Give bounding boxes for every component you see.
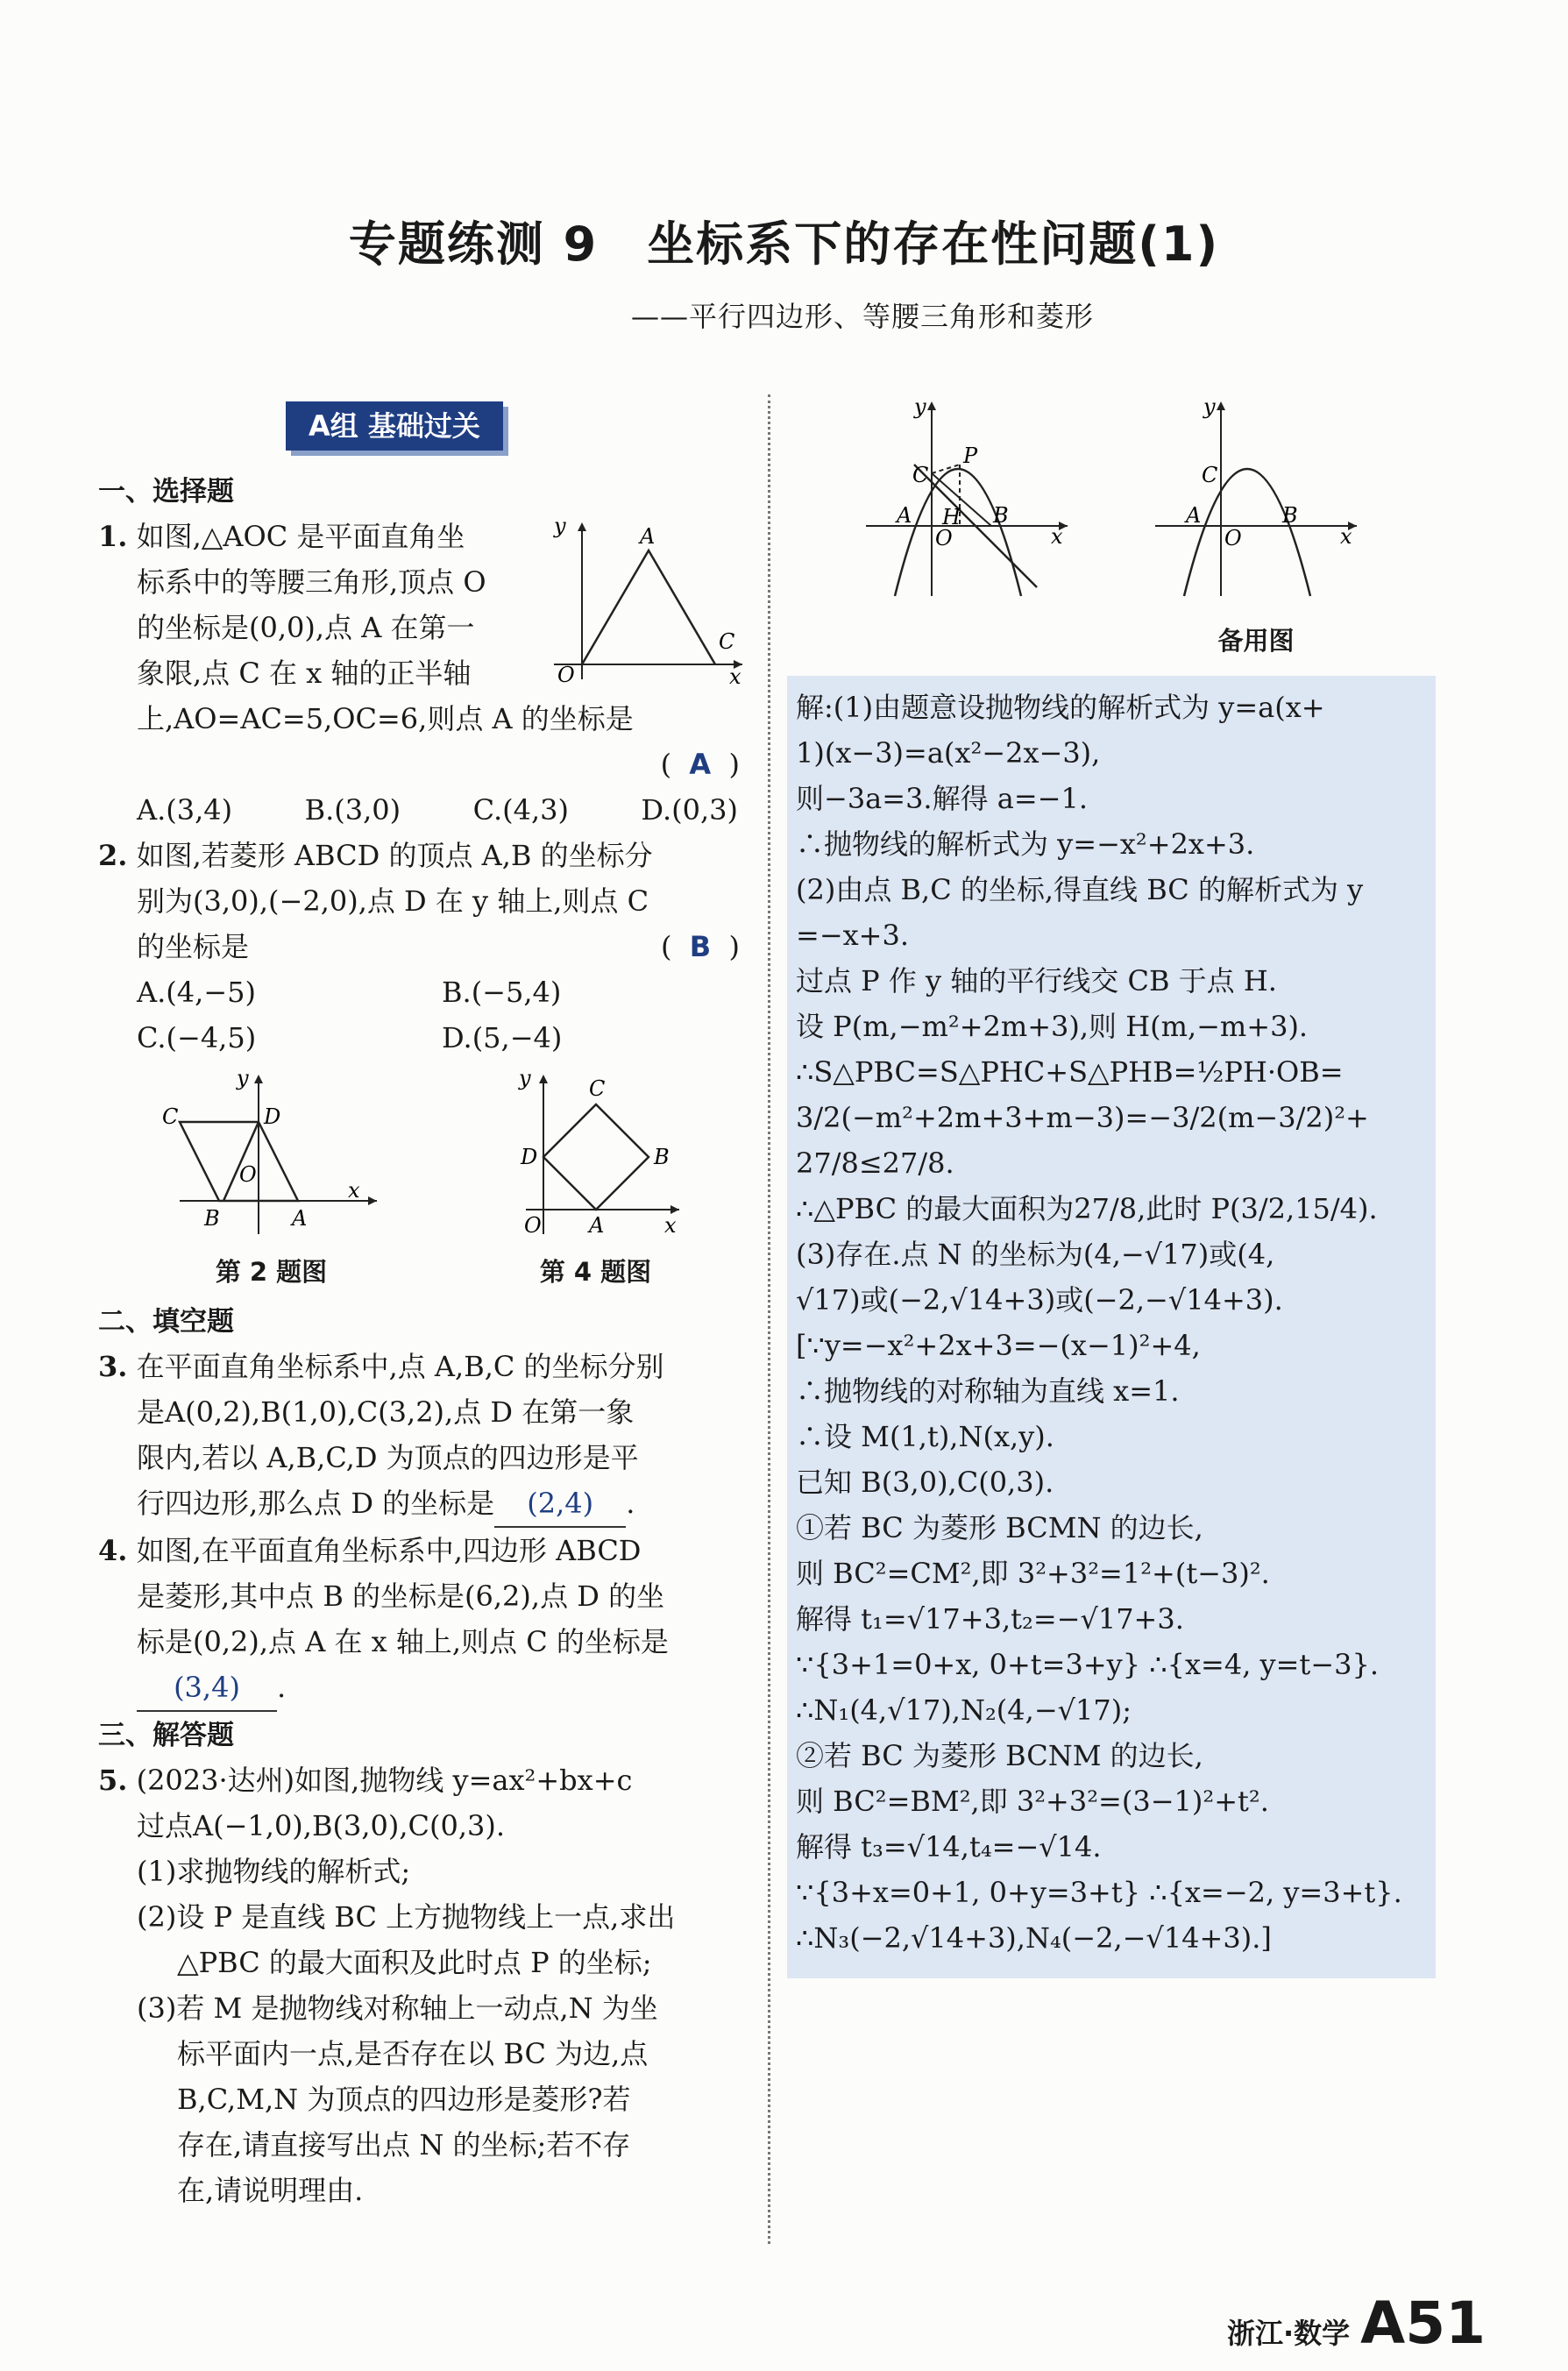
- solution-line: 解:(1)由题意设抛物线的解析式为 y=a(x+: [796, 691, 1325, 724]
- solution-line: 则 BC²=CM²,即 3²+3²=1²+(t−3)².: [796, 1557, 1270, 1590]
- question-part: △PBC 的最大面积及此时点 P 的坐标;: [177, 1946, 652, 1979]
- solution-line: 则 BC²=BM²,即 3²+3²=(3−1)²+t².: [796, 1785, 1269, 1818]
- answer-options: [98, 969, 747, 1015]
- answer-blank: (2,4): [494, 1480, 626, 1528]
- svg-text:y: y: [914, 394, 926, 419]
- question-part: 存在,请直接写出点 N 的坐标;若不存: [177, 2128, 631, 2162]
- question-4: 4. 如图,在平面直角坐标系中,四边形 ABCD 是菱形,其中点 B 的坐标是(6,2),点 D 的坐 标是(0,2),点 A 在 x 轴上,则点 C 的坐标是 (3,4) .: [98, 1528, 747, 1712]
- rhombus-abcd-figure: [508, 1069, 684, 1236]
- rhombus-abcd-figure: [162, 1069, 381, 1236]
- svg-text:y: y: [518, 1069, 531, 1090]
- svg-text:C: C: [161, 1104, 178, 1129]
- solution-line: ∴△PBC 的最大面积为27/8,此时 P(3/2,15/4).: [796, 1192, 1378, 1225]
- svg-text:O: O: [557, 663, 575, 684]
- question-number: 3.: [98, 1350, 128, 1383]
- answer-bracket: ( A ): [660, 748, 740, 781]
- group-banner: A组 基础过关: [286, 401, 503, 451]
- solution-line: (3)存在.点 N 的坐标为(4,−√17)或(4,: [796, 1238, 1275, 1271]
- answer-choice: A: [689, 748, 712, 781]
- question-number: 4.: [98, 1534, 128, 1567]
- right-column: [787, 394, 1436, 1978]
- svg-text:O: O: [523, 1213, 542, 1236]
- answer-options: [98, 1015, 747, 1061]
- solution-line: √17)或(−2,√14+3)或(−2,−√14+3).: [796, 1283, 1283, 1317]
- question-part: B,C,M,N 为顶点的四边形是菱形?若: [177, 2083, 631, 2116]
- svg-text:P: P: [963, 444, 978, 468]
- question-text: 行四边形,那么点 D 的坐标是: [137, 1487, 495, 1520]
- question-text: 如图,△AOC 是平面直角坐: [136, 520, 465, 553]
- solution-line: =−x+3.: [796, 919, 910, 952]
- question-part: 标平面内一点,是否存在以 BC 为边,点: [177, 2037, 649, 2070]
- solution-line: 1)(x−3)=a(x²−2x−3),: [796, 736, 1101, 770]
- question-text: 如图,若菱形 ABCD 的顶点 A,B 的坐标分: [136, 839, 653, 872]
- svg-text:C: C: [1202, 463, 1218, 487]
- section-heading-choice: 一、选择题: [98, 476, 234, 508]
- svg-text:y: y: [236, 1069, 249, 1090]
- svg-text:x: x: [663, 1213, 677, 1236]
- svg-text:C: C: [588, 1076, 605, 1101]
- question-text: 的坐标是(0,0),点 A 在第一: [137, 611, 475, 644]
- solution-line: [∵y=−x²+2x+3=−(x−1)²+4,: [796, 1329, 1201, 1362]
- question-3: 3. 在平面直角坐标系中,点 A,B,C 的坐标分别 是A(0,2),B(1,0),C(3,2),点 D 在第一象 限内,若以 A,B,C,D 为顶点的四边形是平 行四边形,那么点 D 的坐标是 (2,4) .: [98, 1344, 747, 1528]
- svg-text:H: H: [942, 505, 961, 529]
- option-c: C.(4,3): [472, 793, 569, 827]
- option-d: D.(5,−4): [442, 1021, 563, 1054]
- solution-line: 解得 t₃=√14,t₄=−√14.: [796, 1830, 1102, 1863]
- question-text: 象限,点 C 在 x 轴的正半轴: [137, 657, 472, 690]
- answer-options: [98, 787, 747, 833]
- question-text: 别为(3,0),(−2,0),点 D 在 y 轴上,则点 C: [137, 884, 649, 918]
- footer-subject: 浙江·数学: [1227, 2317, 1351, 2350]
- svg-text:x: x: [1340, 524, 1352, 549]
- question-text: 标是(0,2),点 A 在 x 轴上,则点 C 的坐标是: [137, 1625, 669, 1658]
- question-5: [98, 1757, 747, 2213]
- svg-text:C: C: [719, 629, 735, 654]
- svg-text:B: B: [1282, 503, 1298, 528]
- question-part: (1)求抛物线的解析式;: [137, 1855, 411, 1888]
- option-c: C.(−4,5): [137, 1021, 257, 1054]
- svg-text:y: y: [1203, 394, 1216, 419]
- section-heading-fill: 二、填空题: [98, 1306, 234, 1338]
- question-part: (3)若 M 是抛物线对称轴上一动点,N 为坐: [137, 1991, 658, 2025]
- solution-line: 3/2(−m²+2m+3+m−3)=−3/2(m−3/2)²+: [796, 1101, 1369, 1134]
- solution-line: (2)由点 B,C 的坐标,得直线 BC 的解析式为 y: [796, 873, 1364, 906]
- solution-line: ∴N₃(−2,√14+3),N₄(−2,−√14+3).]: [796, 1921, 1272, 1955]
- left-column: [98, 394, 747, 2213]
- svg-text:C: C: [912, 463, 929, 487]
- answer-bracket: ( B ): [660, 930, 740, 963]
- svg-text:A: A: [897, 503, 912, 528]
- question-text: 如图,在平面直角坐标系中,四边形 ABCD: [136, 1534, 642, 1567]
- question-part: (2)设 P 是直线 BC 上方抛物线上一点,求出: [137, 1900, 676, 1934]
- svg-text:O: O: [935, 526, 953, 550]
- option-a: A.(3,4): [137, 793, 233, 827]
- solution-line: ∵{3+x=0+1, 0+y=3+t} ∴{x=−2, y=3+t}.: [796, 1876, 1402, 1909]
- question-1: [98, 514, 747, 833]
- figure-caption: 第 2 题图: [215, 1257, 328, 1287]
- solution-line: ∴设 M(1,t),N(x,y).: [796, 1420, 1054, 1453]
- question-2: [98, 833, 747, 1061]
- question-text: 的坐标是: [137, 930, 250, 963]
- solution-box: [787, 676, 1436, 1978]
- figure-caption: 备用图: [1217, 626, 1295, 656]
- question-text: 过点A(−1,0),B(3,0),C(0,3).: [137, 1809, 506, 1842]
- page-number: A51: [1360, 2289, 1486, 2357]
- solution-line: 过点 P 作 y 轴的平行线交 CB 于点 H.: [796, 964, 1277, 997]
- solution-line: ∴抛物线的对称轴为直线 x=1.: [796, 1374, 1180, 1408]
- section-heading-solve: 三、解答题: [98, 1720, 234, 1751]
- figure-2: [162, 1069, 381, 1295]
- figures-row: [98, 1069, 747, 1295]
- answer-choice: B: [689, 930, 712, 963]
- question-text: (2023·达州)如图,抛物线 y=ax²+bx+c: [136, 1764, 633, 1797]
- question-text: 上,AO=AC=5,OC=6,则点 A 的坐标是: [137, 702, 634, 735]
- solution-line: 则−3a=3.解得 a=−1.: [796, 782, 1089, 815]
- svg-text:B: B: [993, 503, 1009, 528]
- column-divider: [768, 394, 770, 2244]
- question-1-figure: [545, 517, 747, 684]
- answer-blank: (3,4): [137, 1665, 277, 1712]
- question-number: 2.: [98, 839, 128, 872]
- option-d: D.(0,3): [641, 793, 738, 827]
- page-title: 专题练测 9 坐标系下的存在性问题(1): [348, 217, 1220, 272]
- solution-line: 已知 B(3,0),C(0,3).: [796, 1466, 1054, 1499]
- svg-text:O: O: [238, 1162, 257, 1187]
- figure-caption: 第 4 题图: [539, 1257, 652, 1287]
- svg-text:D: D: [263, 1104, 280, 1129]
- parabola-spare-figure: [1151, 394, 1361, 605]
- question-number: 5.: [98, 1764, 128, 1797]
- solution-line: ∴抛物线的解析式为 y=−x²+2x+3.: [796, 827, 1255, 861]
- svg-text:A: A: [1186, 503, 1202, 528]
- svg-text:x: x: [729, 664, 741, 684]
- page-footer: [1227, 2289, 1486, 2357]
- question-part: 在,请说明理由.: [177, 2174, 364, 2207]
- question-text: 标系中的等腰三角形,顶点 O: [137, 565, 486, 599]
- spare-figure: [1151, 394, 1361, 664]
- svg-text:A: A: [640, 524, 656, 549]
- question-text: 限内,若以 A,B,C,D 为顶点的四边形是平: [137, 1441, 639, 1474]
- svg-text:B: B: [203, 1206, 220, 1231]
- svg-text:A: A: [588, 1213, 604, 1236]
- svg-text:A: A: [291, 1206, 307, 1231]
- svg-text:y: y: [554, 517, 566, 538]
- question-number: 1.: [98, 520, 128, 553]
- question-text: 在平面直角坐标系中,点 A,B,C 的坐标分别: [136, 1350, 664, 1383]
- solution-line: 设 P(m,−m²+2m+3),则 H(m,−m+3).: [796, 1010, 1309, 1043]
- svg-text:O: O: [1224, 526, 1242, 550]
- svg-text:D: D: [520, 1145, 537, 1169]
- option-b: B.(3,0): [304, 793, 401, 827]
- page-subtitle: ——平行四边形、等腰三角形和菱形: [631, 300, 1095, 333]
- figure-4: [508, 1069, 684, 1295]
- q5-figures: [787, 394, 1436, 664]
- question-text: 是菱形,其中点 B 的坐标是(6,2),点 D 的坐: [137, 1579, 665, 1613]
- question-text: 是A(0,2),B(1,0),C(3,2),点 D 在第一象: [137, 1395, 635, 1429]
- option-a: A.(4,−5): [137, 976, 256, 1009]
- svg-text:x: x: [347, 1178, 360, 1203]
- parabola-figure: [862, 394, 1072, 605]
- solution-line: ∵{3+1=0+x, 0+t=3+y} ∴{x=4, y=t−3}.: [796, 1648, 1379, 1681]
- solution-line: 解得 t₁=√17+3,t₂=−√17+3.: [796, 1602, 1184, 1636]
- svg-text:B: B: [653, 1145, 670, 1169]
- solution-line: ①若 BC 为菱形 BCMN 的边长,: [796, 1511, 1203, 1544]
- solution-line: 27/8≤27/8.: [796, 1146, 954, 1180]
- svg-text:x: x: [1051, 524, 1063, 549]
- option-b: B.(−5,4): [442, 976, 562, 1009]
- solution-line: ∴S△PBC=S△PHC+S△PHB=½PH·OB=: [796, 1055, 1344, 1089]
- solution-line: ②若 BC 为菱形 BCNM 的边长,: [796, 1739, 1203, 1772]
- solution-line: ∴N₁(4,√17),N₂(4,−√17);: [796, 1693, 1132, 1727]
